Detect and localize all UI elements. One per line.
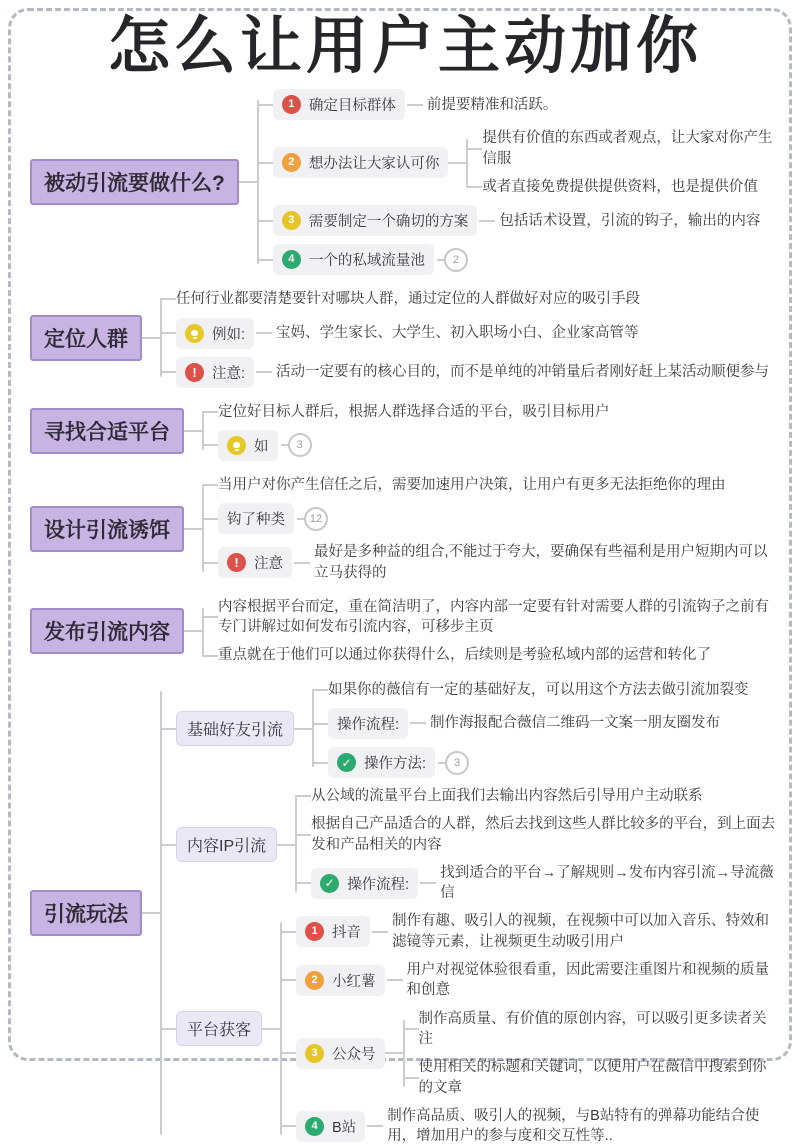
- check-icon: [320, 874, 339, 893]
- node-label: 公众号: [332, 1046, 376, 1063]
- number-2-icon: 2: [305, 971, 324, 990]
- check-icon: [337, 753, 356, 772]
- paragraph: 根据自己产品适合的人群，然后去找到这些人群比较多的平台，到上面去发和产品相关的内容: [311, 816, 776, 853]
- number-4-icon: 4: [282, 250, 301, 269]
- node-label: 注意: [254, 556, 283, 573]
- section-label: 被动引流要做什么?: [30, 159, 239, 205]
- paragraph: 定位好目标人群后，根据人群选择合适的平台，吸引目标用户: [218, 403, 610, 420]
- alert-icon: [227, 553, 246, 572]
- alert-icon: [185, 363, 204, 382]
- number-3-icon: 3: [282, 211, 301, 230]
- section-publish-content: [30, 597, 780, 666]
- branch-node: [280, 1009, 780, 1098]
- branch-node: [257, 205, 780, 236]
- branch-node: [202, 542, 780, 583]
- section-label: 寻找合适平台: [30, 408, 184, 454]
- node-tail: 制作海报配合薇信二维码一文案一朋友圈发布: [430, 713, 720, 733]
- node-label: 操作流程:: [347, 876, 410, 893]
- branch-node: [295, 814, 780, 855]
- section-design-bait: [30, 475, 780, 583]
- node-label: 抖音: [332, 925, 362, 942]
- node-tail: 用户对视觉体验很看重，因此需要注重图片和视频的质量和创意: [407, 960, 780, 1001]
- branch-group-basic-friends: [160, 680, 780, 778]
- node-tail: 前提要精准和活跃。: [427, 95, 558, 115]
- group-label: 内容IP引流: [176, 827, 277, 862]
- branch-node: [160, 289, 780, 309]
- group-label: 平台获客: [176, 1011, 262, 1046]
- branch-node: [202, 597, 780, 638]
- node-label: 操作流程:: [337, 717, 400, 733]
- paragraph: 重点就在于他们可以通过你获得什么，后续则是考验私域内部的运营和转化了: [218, 647, 711, 664]
- count-badge: 3: [445, 751, 469, 775]
- branch-group-platform-acquisition: [160, 911, 780, 1146]
- section-label: 定位人群: [30, 315, 142, 361]
- branch-node: [202, 503, 780, 534]
- paragraph: 当用户对你产生信任之后，需要加速用户决策，让用户有更多无法拒绝你的理由: [218, 476, 726, 493]
- paragraph: 内容根据平台而定，重在简洁明了，内容内部一定要有针对需要人群的引流钩子之前有专门讲解过如何发布引流内容，可移步主页: [218, 598, 769, 636]
- section-label: 引流玩法: [30, 890, 142, 936]
- paragraph: 提供有价值的东西或者观点，让大家对你产生信服: [482, 130, 773, 167]
- section-passive-traffic: [30, 89, 780, 275]
- node-tail: 包括话术设置，引流的钩子，输出的内容: [499, 211, 760, 231]
- number-2-icon: 2: [282, 153, 301, 172]
- node-tail: 最好是多种益的组合,不能过于夸大，要确保有些福利是用户短期内可以立马获得的: [314, 542, 780, 583]
- paragraph: 如果你的薇信有一定的基础好友，可以用这个方法去做引流加裂变: [328, 681, 749, 698]
- section-target-audience: [30, 289, 780, 387]
- number-3-icon: 3: [305, 1044, 324, 1063]
- number-1-icon: 1: [282, 95, 301, 114]
- node-label: 操作方法:: [364, 756, 427, 772]
- branch-node: [280, 1106, 780, 1146]
- count-badge: 12: [304, 507, 328, 531]
- mindmap: [30, 12, 780, 1145]
- branch-node: [295, 863, 780, 904]
- branch-node: [312, 708, 780, 739]
- node-label: 钩了种类: [227, 512, 285, 529]
- branch-node: [160, 318, 780, 349]
- page-title: 怎么让用户主动加你: [107, 12, 702, 81]
- bulb-icon: [185, 324, 204, 343]
- node-label: 想办法让大家认可你: [308, 156, 440, 173]
- branch-node: [466, 177, 786, 197]
- node-label: 确定目标群体: [308, 98, 396, 115]
- branch-node: [160, 357, 780, 388]
- node-tail: 活动一定要有的核心目的，而不是单纯的冲销量后者刚好赶上某活动顺便参与: [276, 362, 769, 382]
- paragraph: 或者直接免费提供提供资料，也是提供价值: [482, 179, 758, 196]
- branch-node: [312, 680, 780, 700]
- branch-node: [202, 475, 780, 495]
- branch-node: [280, 911, 780, 952]
- section-label: 设计引流诱饵: [30, 506, 184, 552]
- node-label: 例如:: [212, 326, 246, 343]
- branch-node: [403, 1057, 780, 1098]
- node-tail: 找到适合的平台→了解规则→发布内容引流→导流薇信: [440, 863, 780, 904]
- section-find-platform: [30, 402, 780, 461]
- paragraph: 从公域的流量平台上面我们去输出内容然后引导用户主动联系: [311, 788, 703, 804]
- branch-node: [403, 1009, 780, 1050]
- branch-node: [202, 645, 780, 665]
- number-4-icon: 4: [305, 1117, 324, 1136]
- branch-node: [202, 402, 780, 422]
- section-label: 发布引流内容: [30, 608, 184, 654]
- node-tail: 宝妈、学生家长、大学生、初入职场小白、企业家高管等: [276, 323, 639, 343]
- bulb-icon: [227, 436, 246, 455]
- branch-node: [202, 430, 780, 461]
- branch-group-content-ip: [160, 786, 780, 903]
- node-label: 一个的私域流量池: [308, 253, 425, 270]
- branch-node: [280, 960, 780, 1001]
- section-traffic-tactics: [30, 680, 780, 1146]
- count-badge: 3: [288, 433, 312, 457]
- paragraph: 使用相关的标题和关键词，以便用户在薇信中搜索到你的文章: [418, 1059, 767, 1096]
- branch-node: [257, 128, 780, 197]
- branch-node: [295, 786, 780, 806]
- count-badge: 2: [444, 248, 468, 272]
- branch-node: [257, 89, 780, 120]
- node-label: 注意:: [212, 365, 246, 382]
- node-label: 小红薯: [332, 973, 376, 990]
- node-tail: 制作高品质、吸引人的视频，与B站特有的弹幕功能结合使用，增加用户的参与度和交互性等..: [387, 1106, 780, 1146]
- node-label: 需要制定一个确切的方案: [308, 214, 469, 231]
- group-label: 基础好友引流: [176, 711, 294, 746]
- node-label: 如: [254, 438, 269, 455]
- node-label: B站: [332, 1119, 357, 1136]
- branch-node: [466, 128, 786, 169]
- paragraph: 任何行业都要清楚要针对哪块人群，通过定位的人群做好对应的吸引手段: [176, 291, 640, 308]
- branch-node: [257, 244, 780, 275]
- paragraph: 制作高质量、有价值的原创内容，可以吸引更多读者关注: [418, 1010, 767, 1047]
- number-1-icon: 1: [305, 922, 324, 941]
- node-tail: 制作有趣、吸引人的视频，在视频中可以加入音乐、特效和滤镜等元素，让视频更生动吸引用户: [392, 911, 780, 952]
- branch-node: [312, 747, 780, 778]
